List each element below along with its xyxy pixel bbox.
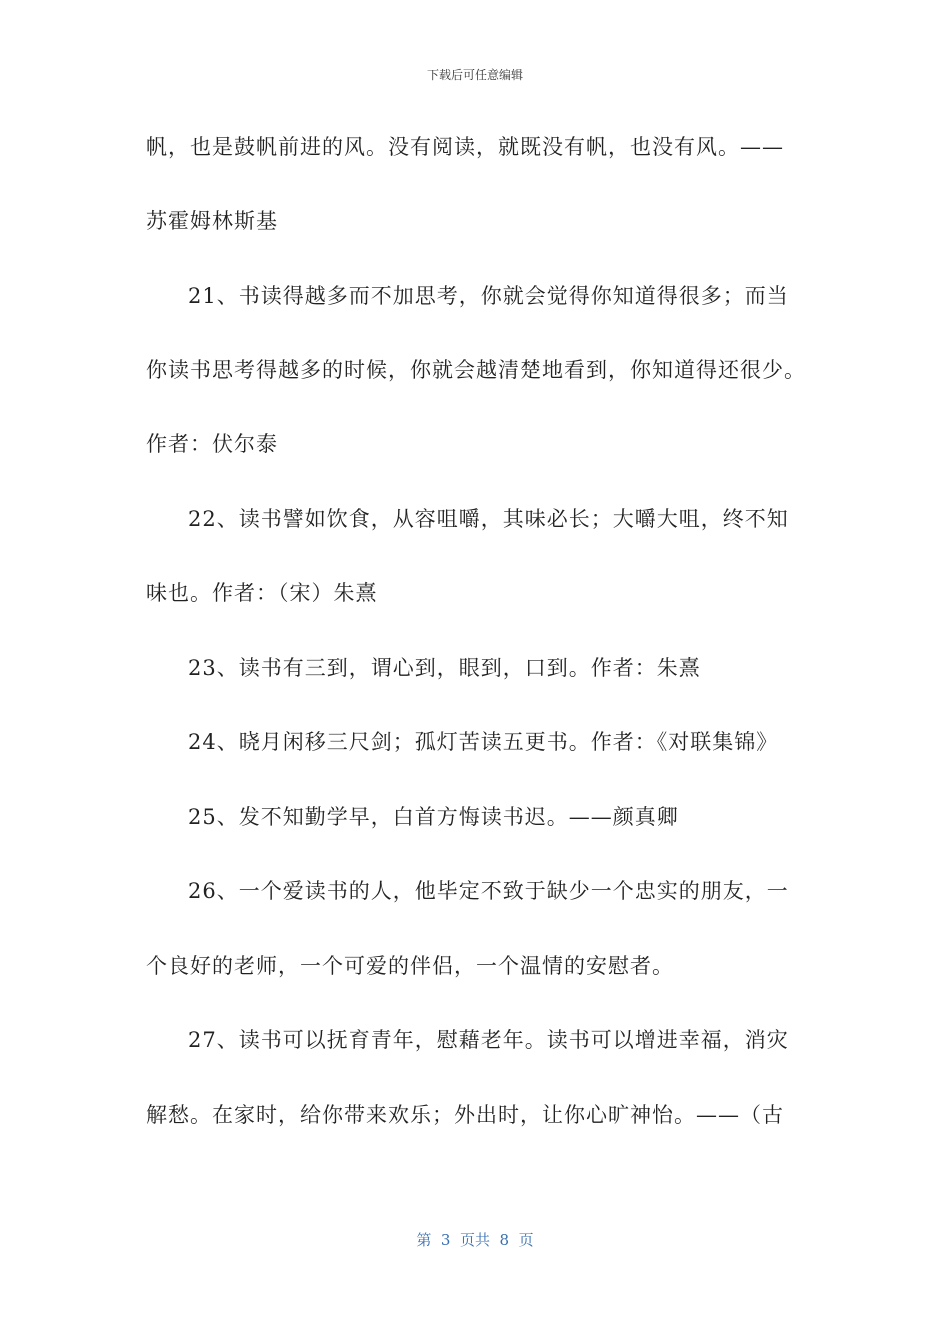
body-line: 解愁。在家时，给你带来欢乐；外出时，让你心旷神怡。——（古 <box>146 1103 784 1127</box>
body-line: 22、读书譬如饮食，从容咀嚼，其味必长；大嚼大咀，终不知 <box>188 507 789 531</box>
body-line: 27、读书可以抚育青年，慰藉老年。读书可以增进幸福，消灾 <box>188 1028 789 1052</box>
body-line: 21、书读得越多而不加思考，你就会觉得你知道得很多；而当 <box>188 284 789 308</box>
body-line: 苏霍姆林斯基 <box>146 209 278 233</box>
body-line: 个良好的老师，一个可爱的伴侣，一个温情的安慰者。 <box>146 954 674 978</box>
page-header: 下载后可任意编辑 <box>426 68 523 82</box>
body-line: 味也。作者：（宋）朱熹 <box>146 581 378 605</box>
body-line: 作者：伏尔泰 <box>146 432 278 456</box>
body-line: 你读书思考得越多的时候，你就会越清楚地看到，你知道得还很少。 <box>146 358 806 382</box>
body-line: 23、读书有三到，谓心到，眼到，口到。作者：朱熹 <box>188 656 701 680</box>
body-line: 24、晓月闲移三尺剑；孤灯苦读五更书。作者：《对联集锦》 <box>188 730 779 754</box>
body-line: 帆，也是鼓帆前进的风。没有阅读，就既没有帆，也没有风。—— <box>146 135 784 159</box>
body-line: 26、一个爱读书的人，他毕定不致于缺少一个忠实的朋友，一 <box>188 879 789 903</box>
body-line: 25、发不知勤学早，白首方悔读书迟。——颜真卿 <box>188 805 679 829</box>
page-footer: 第 3 页共 8 页 <box>416 1231 534 1249</box>
